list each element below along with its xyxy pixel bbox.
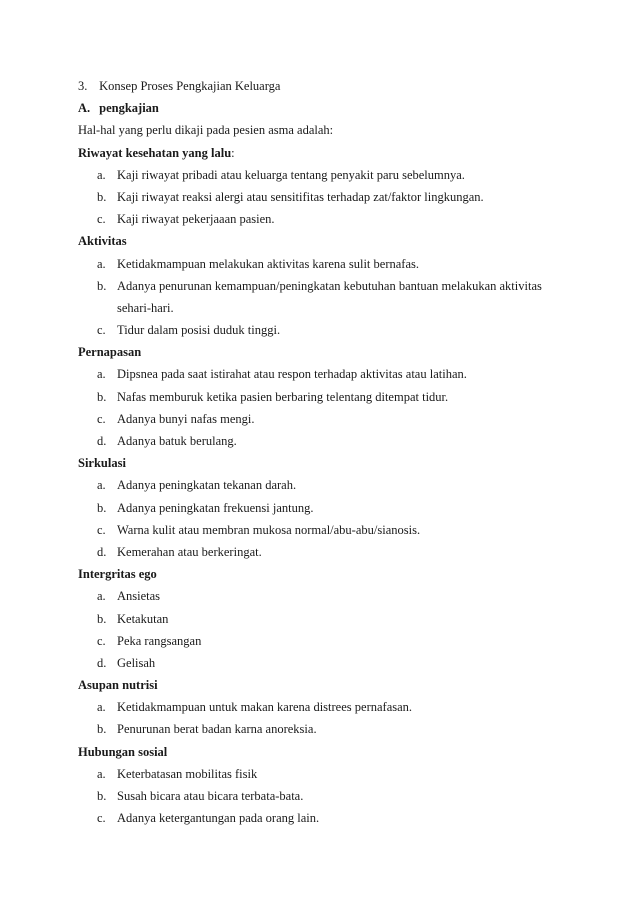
list-item-marker: c. bbox=[97, 323, 106, 338]
list-item-text: Tidur dalam posisi duduk tinggi. bbox=[117, 323, 281, 338]
list-item-marker: b. bbox=[97, 789, 107, 804]
list-item-text: Kaji riwayat pribadi atau keluarga tentang penyakit paru sebelumnya. bbox=[117, 167, 465, 182]
list-item bbox=[78, 474, 578, 496]
assessment-section bbox=[78, 741, 578, 830]
list-item bbox=[78, 208, 578, 230]
section-title-text: Hubungan sosial bbox=[78, 744, 168, 759]
list-item bbox=[78, 630, 578, 652]
subheading-text: pengkajian bbox=[99, 101, 159, 116]
section-title bbox=[78, 341, 578, 363]
list-item-text: Ansietas bbox=[117, 589, 161, 604]
list-item-marker: a. bbox=[97, 589, 106, 604]
assessment-section bbox=[78, 341, 578, 452]
list-item bbox=[78, 541, 578, 563]
assessment-section bbox=[78, 563, 578, 674]
assessment-section bbox=[78, 452, 578, 563]
list-item-marker: b. bbox=[97, 500, 107, 515]
section-title-text: Riwayat kesehatan yang lalu bbox=[78, 145, 232, 160]
list-item-text: Peka rangsangan bbox=[117, 633, 202, 648]
list-item-marker: b. bbox=[97, 389, 107, 404]
list-item-marker: c. bbox=[97, 212, 106, 227]
list-item-marker: a. bbox=[97, 256, 106, 271]
list-item bbox=[78, 319, 578, 341]
list-item-marker: d. bbox=[97, 655, 107, 670]
list-item-text: Adanya bunyi nafas mengi. bbox=[117, 411, 255, 426]
list-item-text: Penurunan berat badan karna anoreksia. bbox=[117, 722, 317, 737]
list-item bbox=[78, 386, 578, 408]
section-title-text: Sirkulasi bbox=[78, 456, 126, 471]
list-item bbox=[78, 497, 578, 519]
list-item-marker: c. bbox=[97, 522, 106, 537]
list-item-text: Kemerahan atau berkeringat. bbox=[117, 544, 262, 559]
list-item-marker: a. bbox=[97, 766, 106, 781]
list-item-marker: c. bbox=[97, 411, 106, 426]
list-item bbox=[78, 652, 578, 674]
list-item-marker: a. bbox=[97, 700, 106, 715]
list-item bbox=[78, 718, 578, 740]
section-title bbox=[78, 142, 578, 164]
document-page bbox=[78, 75, 578, 829]
section-heading-text: Konsep Proses Pengkajian Keluarga bbox=[99, 79, 281, 93]
list-item-marker: a. bbox=[97, 478, 106, 493]
list-item bbox=[78, 363, 578, 385]
section-title-text: Aktivitas bbox=[78, 234, 127, 249]
list-item-text: Ketakutan bbox=[117, 611, 169, 626]
list-item bbox=[78, 807, 578, 829]
assessment-sections bbox=[78, 142, 578, 830]
list-item-text: Adanya peningkatan frekuensi jantung. bbox=[117, 500, 314, 515]
list-item-marker: a. bbox=[97, 367, 106, 382]
list-item-text: Adanya batuk berulang. bbox=[117, 434, 237, 449]
list-item bbox=[78, 696, 578, 718]
assessment-section bbox=[78, 674, 578, 741]
list-item bbox=[78, 253, 578, 275]
subheading bbox=[78, 97, 578, 119]
list-item-text: Kaji riwayat pekerjaaan pasien. bbox=[117, 212, 275, 227]
list-item-text: Nafas memburuk ketika pasien berbaring telentang ditempat tidur. bbox=[117, 389, 449, 404]
list-item-text: Adanya peningkatan tekanan darah. bbox=[117, 478, 297, 493]
list-item bbox=[78, 186, 578, 208]
list-item-text: Warna kulit atau membran mukosa normal/abu-abu/sianosis. bbox=[117, 522, 421, 537]
list-item-marker: b. bbox=[97, 189, 107, 204]
section-title bbox=[78, 674, 578, 696]
subheading-marker: A. bbox=[78, 101, 91, 116]
list-item-marker: a. bbox=[97, 167, 106, 182]
list-item bbox=[78, 785, 578, 807]
list-item-marker: d. bbox=[97, 434, 107, 449]
list-item-text: Ketidakmampuan melakukan aktivitas karena sulit bernafas. bbox=[117, 256, 419, 271]
section-title bbox=[78, 452, 578, 474]
list-item-text: Gelisah bbox=[117, 655, 156, 670]
list-item-text: Kaji riwayat reaksi alergi atau sensitifitas terhadap zat/faktor lingkungan. bbox=[117, 189, 484, 204]
section-title-text: Asupan nutrisi bbox=[78, 678, 158, 693]
assessment-section bbox=[78, 142, 578, 231]
section-title bbox=[78, 230, 578, 252]
section-title-text: Intergritas ego bbox=[78, 567, 157, 582]
list-item-text: Keterbatasan mobilitas fisik bbox=[117, 766, 258, 781]
list-item-marker: c. bbox=[97, 633, 106, 648]
list-item bbox=[78, 275, 578, 319]
list-item-text: Dipsnea pada saat istirahat atau respon terhadap aktivitas atau latihan. bbox=[117, 367, 467, 382]
list-item bbox=[78, 585, 578, 607]
list-item-marker: d. bbox=[97, 544, 107, 559]
section-title-suffix: : bbox=[231, 145, 235, 160]
list-item-marker: b. bbox=[97, 722, 107, 737]
list-item-text: Adanya penurunan kemampuan/peningkatan kebutuhan bantuan melakukan aktivitas sehari-hari. bbox=[117, 278, 542, 315]
section-number: 3. bbox=[78, 79, 88, 93]
list-item bbox=[78, 608, 578, 630]
list-item-marker: b. bbox=[97, 611, 107, 626]
list-item bbox=[78, 408, 578, 430]
list-item-text: Adanya ketergantungan pada orang lain. bbox=[117, 811, 320, 826]
list-item bbox=[78, 164, 578, 186]
section-title-text: Pernapasan bbox=[78, 345, 142, 360]
list-item-marker: b. bbox=[97, 278, 107, 293]
intro-paragraph: Hal-hal yang perlu dikaji pada pesien asma adalah: bbox=[78, 123, 334, 138]
list-item-text: Susah bicara atau bicara terbata-bata. bbox=[117, 789, 304, 804]
list-item-marker: c. bbox=[97, 811, 106, 826]
section-title bbox=[78, 563, 578, 585]
list-item bbox=[78, 763, 578, 785]
list-item bbox=[78, 430, 578, 452]
assessment-section bbox=[78, 230, 578, 341]
section-heading bbox=[78, 75, 578, 97]
list-item-text: Ketidakmampuan untuk makan karena distrees pernafasan. bbox=[117, 700, 413, 715]
list-item bbox=[78, 519, 578, 541]
section-title bbox=[78, 741, 578, 763]
